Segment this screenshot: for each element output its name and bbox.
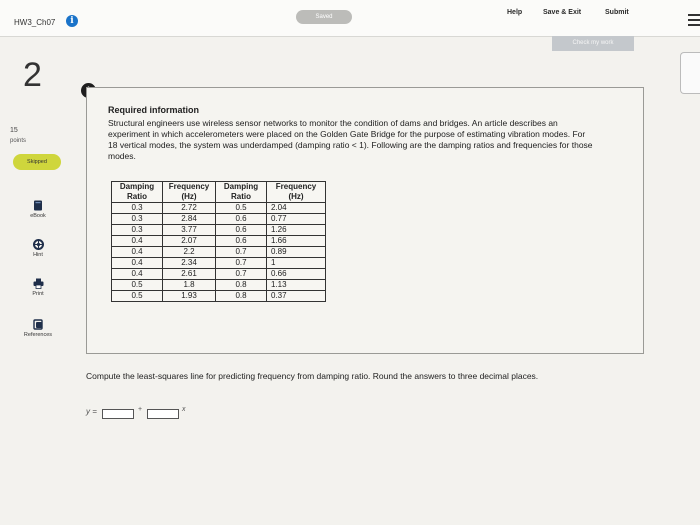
table-row [112, 214, 326, 225]
plus-sign: + [138, 406, 143, 413]
table-row [112, 258, 326, 269]
table-cell: 0.4 [112, 258, 163, 269]
table-cell: 0.3 [112, 203, 163, 214]
y-equals-label: y = [86, 407, 97, 416]
check-my-work-button[interactable]: Check my work [552, 36, 634, 51]
save-exit-link[interactable]: Save & Exit [543, 9, 582, 16]
references-button[interactable] [14, 319, 62, 338]
side-panel-tab[interactable] [680, 52, 700, 94]
table-cell: 0.4 [112, 236, 163, 247]
table-cell: 0.3 [112, 225, 163, 236]
table-cell: 0.6 [216, 214, 267, 225]
print-label: Print [32, 291, 44, 297]
table-cell: 0.6 [216, 236, 267, 247]
column-header: Frequency (Hz) [267, 182, 326, 203]
points-value: 15 [10, 127, 18, 134]
help-link[interactable]: Help [507, 9, 523, 16]
table-header-row [112, 182, 326, 203]
table-cell: 0.8 [216, 291, 267, 302]
ebook-button[interactable] [14, 200, 62, 219]
table-cell: 0.7 [216, 258, 267, 269]
required-information-title: Required information [108, 105, 200, 115]
slope-input[interactable] [147, 409, 179, 419]
table-cell: 2.04 [267, 203, 326, 214]
table-cell: 1.26 [267, 225, 326, 236]
table-cell: 2.72 [163, 203, 216, 214]
lifebuoy-icon [33, 239, 44, 250]
table-cell: 0.7 [216, 247, 267, 258]
references-icon [33, 319, 44, 330]
table-cell: 1.93 [163, 291, 216, 302]
table-cell: 0.89 [267, 247, 326, 258]
skipped-status-badge: Skipped [13, 154, 61, 170]
instruction-text: Compute the least-squares line for predicting frequency from damping ratio. Round the answers to three decimal places. [86, 371, 539, 381]
table-cell: 2.34 [163, 258, 216, 269]
column-header: Frequency (Hz) [163, 182, 216, 203]
table-cell: 0.3 [112, 214, 163, 225]
table-cell: 0.8 [216, 280, 267, 291]
book-icon [33, 200, 43, 211]
table-row [112, 280, 326, 291]
saved-status-badge: Saved [296, 10, 352, 24]
table-row [112, 291, 326, 302]
table-cell: 0.66 [267, 269, 326, 280]
table-cell: 0.4 [112, 247, 163, 258]
intercept-input[interactable] [102, 409, 134, 419]
hint-button[interactable] [14, 239, 62, 258]
table-cell: 3.77 [163, 225, 216, 236]
table-cell: 0.5 [112, 280, 163, 291]
column-header: Damping Ratio [112, 182, 163, 203]
x-variable: x [182, 406, 186, 413]
table-cell: 1 [267, 258, 326, 269]
print-button[interactable] [14, 278, 62, 297]
table-row [112, 225, 326, 236]
submit-link[interactable]: Submit [605, 9, 629, 16]
question-number: 2 [23, 56, 42, 94]
references-label: References [23, 332, 53, 338]
table-row [112, 203, 326, 214]
printer-icon [33, 278, 44, 289]
table-cell: 0.6 [216, 225, 267, 236]
info-icon[interactable]: i [66, 15, 78, 27]
data-table [111, 181, 326, 302]
table-cell: 0.7 [216, 269, 267, 280]
table-cell: 1.13 [267, 280, 326, 291]
table-row [112, 269, 326, 280]
table-cell: 2.2 [163, 247, 216, 258]
top-bar [0, 0, 700, 37]
table-cell: 1.8 [163, 280, 216, 291]
table-cell: 2.84 [163, 214, 216, 225]
problem-statement: Structural engineers use wireless sensor networks to monitor the condition of dams and bridges. An article describes an experiment in which accelerometers were placed on the Golden Gate Bridge for the purpose of estimating vibration modes. For 18 vertical modes, the system was underdamped (damping ratio < 1). Following are the damping ratios and frequencies for those modes. [108, 118, 593, 161]
menu-icon[interactable] [688, 14, 700, 29]
table-cell: 2.07 [163, 236, 216, 247]
points-label: points [10, 138, 27, 144]
table-row [112, 236, 326, 247]
table-cell: 2.61 [163, 269, 216, 280]
table-cell: 0.37 [267, 291, 326, 302]
table-cell: 1.66 [267, 236, 326, 247]
table-cell: 0.5 [112, 291, 163, 302]
assignment-title: HW3_Ch07 [14, 18, 56, 27]
table-cell: 0.5 [216, 203, 267, 214]
table-cell: 0.4 [112, 269, 163, 280]
table-row [112, 247, 326, 258]
column-header: Damping Ratio [216, 182, 267, 203]
ebook-label: eBook [30, 213, 46, 219]
hint-label: Hint [33, 252, 43, 258]
table-cell: 0.77 [267, 214, 326, 225]
